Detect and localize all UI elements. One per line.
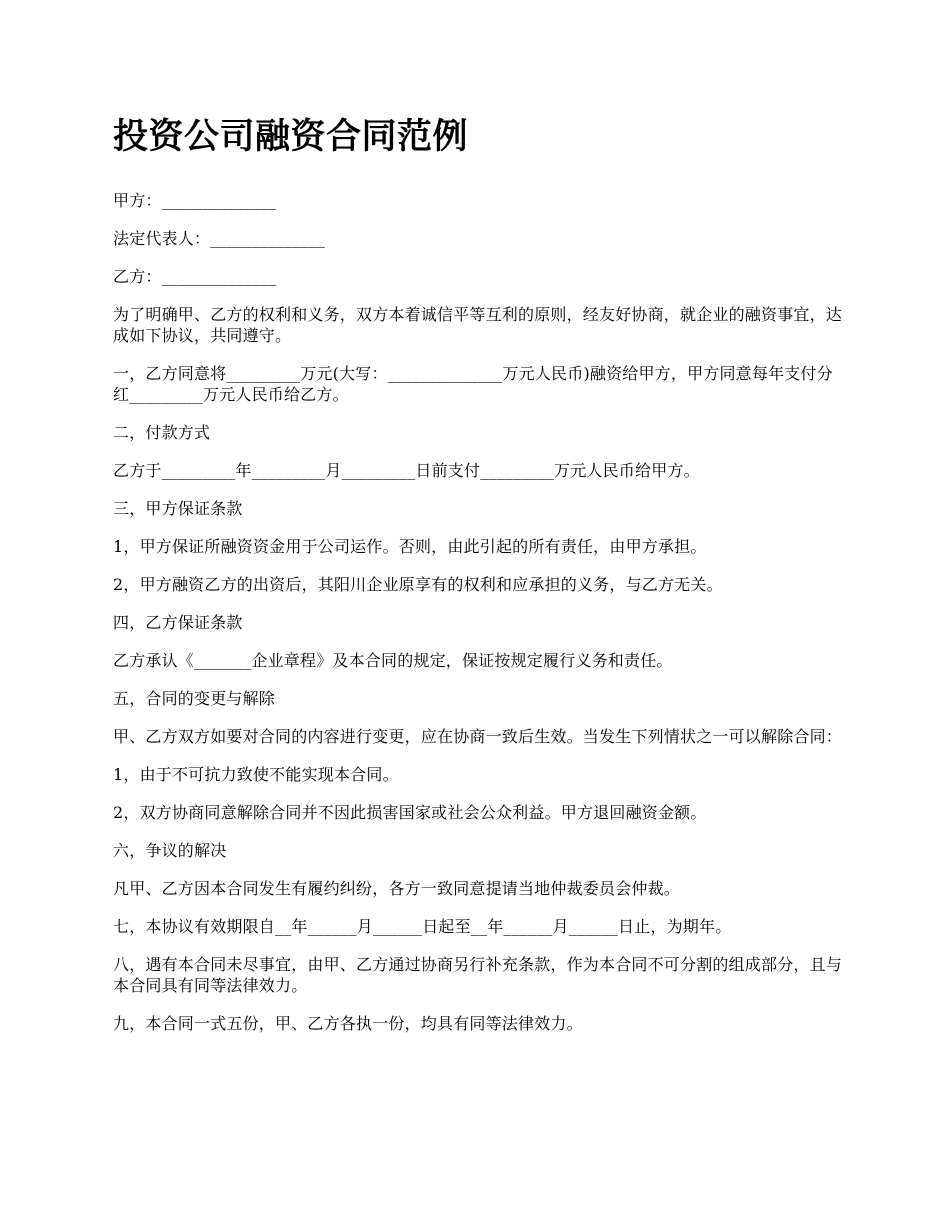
party-a-guarantee-item-1: 1，甲方保证所融资资金用于公司运作。否则，由此引起的所有责任，由甲方承担。	[113, 537, 707, 556]
clause-8-supplementary-terms: 八，遇有本合同未尽事宜，由甲、乙方通过协商另行补充条款，作为本合同不可分割的组成部分，且与本合同具有同等法律效力。	[113, 955, 843, 995]
document-page	[113, 112, 843, 1051]
clause-1-financing-amount: 一，乙方同意将_________万元(大写：______________万元人民币)融资给甲方，甲方同意每年支付分红_________万元人民币给乙方。	[113, 364, 833, 404]
party-a-guarantee-item-2: 2，甲方融资乙方的出资后，其阳川企业原享有的权利和应承担的义务，与乙方无关。	[113, 575, 723, 594]
party-b-line: 乙方：______________	[113, 267, 277, 286]
payment-terms-paragraph: 乙方于_________年_________月_________日前支付_________万元人民币给甲方。	[113, 461, 700, 480]
termination-condition-2: 2，双方协商同意解除合同并不因此损害国家或社会公众利益。甲方退回融资金额。	[113, 803, 707, 822]
party-a-line: 甲方：______________	[113, 191, 277, 210]
section-heading-party-a-guarantee: 三，甲方保证条款	[113, 499, 243, 518]
preamble-paragraph: 为了明确甲、乙方的权利和义务，双方本着诚信平等互利的原则，经友好协商，就企业的融资事宜，达成如下协议，共同遵守。	[113, 305, 843, 345]
clause-7-validity-period: 七，本协议有效期限自__年______月______日起至__年______月______日止，为期年。	[113, 917, 732, 936]
document-title: 投资公司融资合同范例	[113, 116, 469, 157]
termination-condition-1: 1，由于不可抗力致使不能实现本合同。	[113, 765, 399, 784]
section-heading-change-termination: 五，合同的变更与解除	[113, 689, 276, 708]
change-termination-paragraph: 甲、乙方双方如要对合同的内容进行变更，应在协商一致后生效。当发生下列情状之一可以解除合同：	[113, 727, 843, 746]
dispute-resolution-paragraph: 凡甲、乙方因本合同发生有履约纠纷，各方一致同意提请当地仲裁委员会仲裁。	[113, 879, 681, 898]
party-b-guarantee-paragraph: 乙方承认《_______企业章程》及本合同的规定，保证按规定履行义务和责任。	[113, 651, 673, 670]
section-heading-party-b-guarantee: 四，乙方保证条款	[113, 613, 243, 632]
section-heading-payment: 二，付款方式	[113, 423, 211, 442]
section-heading-dispute: 六，争议的解决	[113, 841, 227, 860]
legal-representative-line: 法定代表人：______________	[113, 229, 326, 248]
clause-9-copies: 九，本合同一式五份，甲、乙方各执一份，均具有同等法律效力。	[113, 1014, 583, 1033]
